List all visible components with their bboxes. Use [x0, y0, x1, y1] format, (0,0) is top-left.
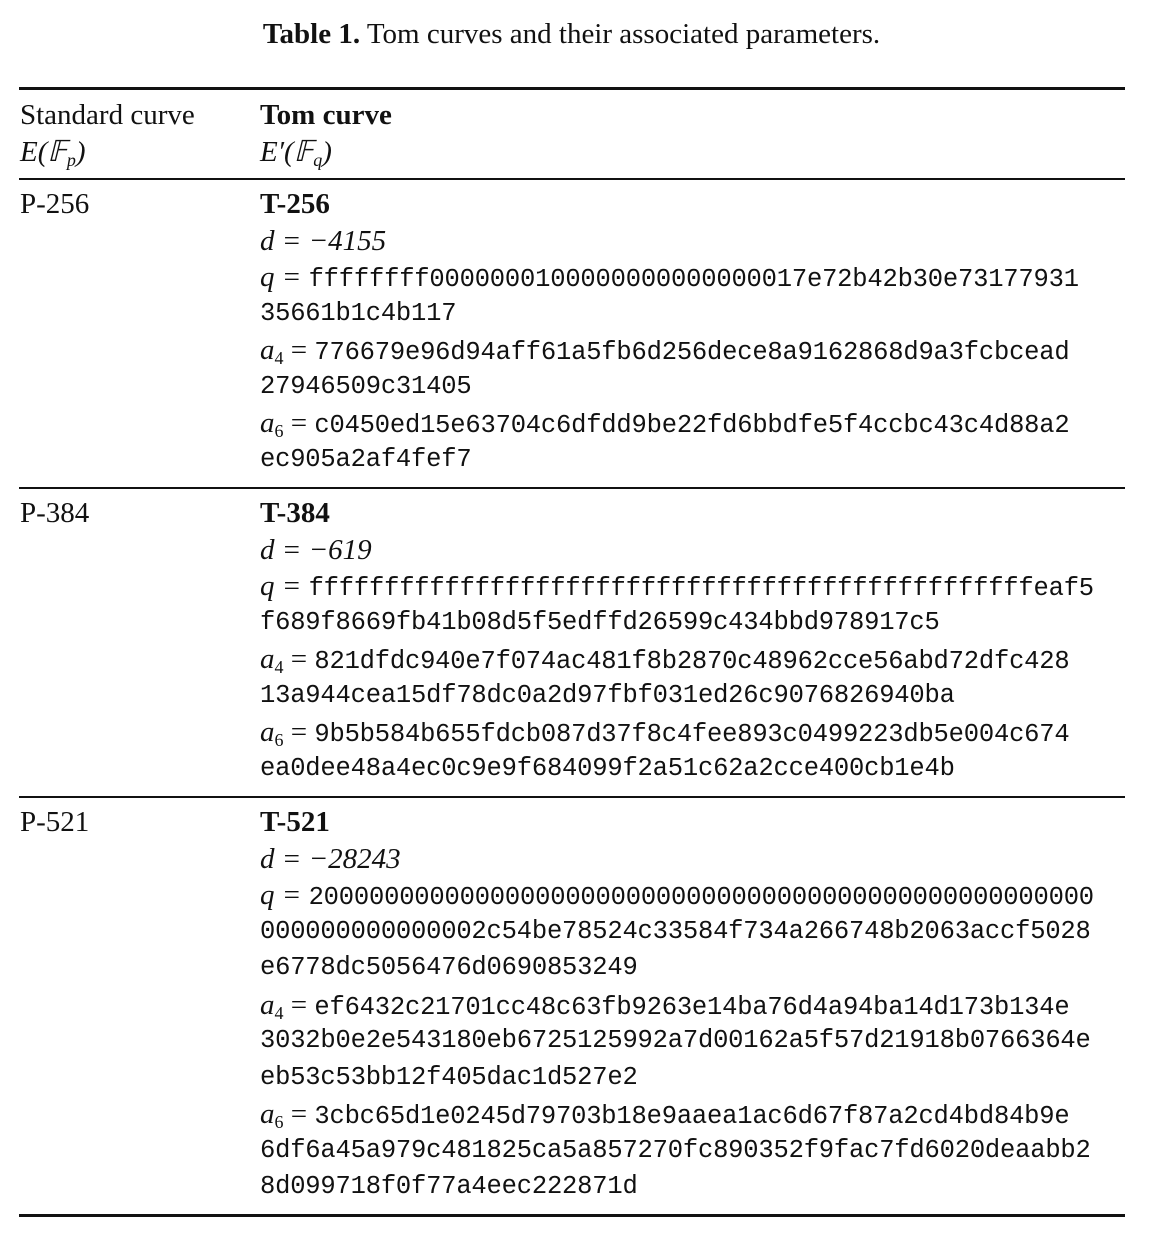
param-d: d = −619: [260, 533, 372, 566]
bottom-rule: [19, 1214, 1125, 1217]
table-caption: [0, 18, 1143, 51]
standard-curve-p384: P-384: [20, 497, 90, 529]
row-rule: [19, 796, 1125, 798]
caption-text: Tom curves and their associated parameters.: [366, 18, 881, 50]
header-standard-curve: Standard curve E(𝔽$_p$): [20, 99, 195, 170]
param-d: d = −4155: [260, 224, 387, 257]
header-rule: [19, 178, 1125, 180]
tom-curve-name: T-521: [260, 806, 330, 838]
caption-label: Table 1.: [262, 18, 361, 50]
tom-curve-t256-params: T-256 d = −4155 q = ffffffff0000000100000000000000017e72b42b30e73177931 35661b1c4b117 $a_4$ = 776679e96d94aff61a5fb6d256dece8a9162868d9a3fcbcead 27946509c31405 $a_6$ = c0450ed15e63704c6dfdd9be22fd6bbdfe5f4ccbc43c4d88a2 ec905a2af4fef7: [260, 188, 1079, 474]
header-tom-curve: Tom curve E′(𝔽$_q$): [260, 99, 392, 170]
tom-curve-t384-params: T-384 d = −619 q = ffffffffffffffffffffffffffffffffffffffffffffffffeaf5 f689f8669fb41b08d5f5edffd26599c434bbd978917c5 $a_4$ = 821dfdc940e7f074ac481f8b2870c48962cce56abd72dfc428 13a944cea15df78dc0a2d97fbf031ed26c9076826940ba $a_6$ = 9b5b584b655fdcb087d37f8c4fee893c0499223db5e004c674 ea0dee48a4ec0c9e9f684099f2a51c62a2cce400cb1e4b: [260, 497, 1094, 783]
tom-curve-t521-params: T-521 d = −28243 q = 2000000000000000000000000000000000000000000000000000 000000000000002c54be78524c33584f734a266748b2063accf5028 e6778dc5056476d0690853249 $a_4 = ef6432c21701cc48c63fb9263e14ba76d4a94ba14d173b134e$ 3032b0e2e543180eb6725125992a7d00162a5f57d21918b0766364e eb53c53bb12f405dac1d527e2 $a_6$ = 3cbc65d1e0245d79703b18e9aaea1ac6d67f87a2cd4bd84b9e 6df6a45a979c481825ca5a857270fc890352f9fac7fd6020deaabb2 8d099718f0f77a4eec222871d: [260, 806, 1094, 1201]
standard-curve-p256: P-256: [20, 188, 90, 220]
top-rule: [19, 87, 1125, 90]
standard-curve-p521: P-521: [20, 806, 90, 838]
param-d: d = −28243: [260, 842, 401, 875]
tom-curve-name: T-384: [260, 497, 330, 529]
tom-curve-name: T-256: [260, 188, 330, 220]
row-rule: [19, 487, 1125, 489]
